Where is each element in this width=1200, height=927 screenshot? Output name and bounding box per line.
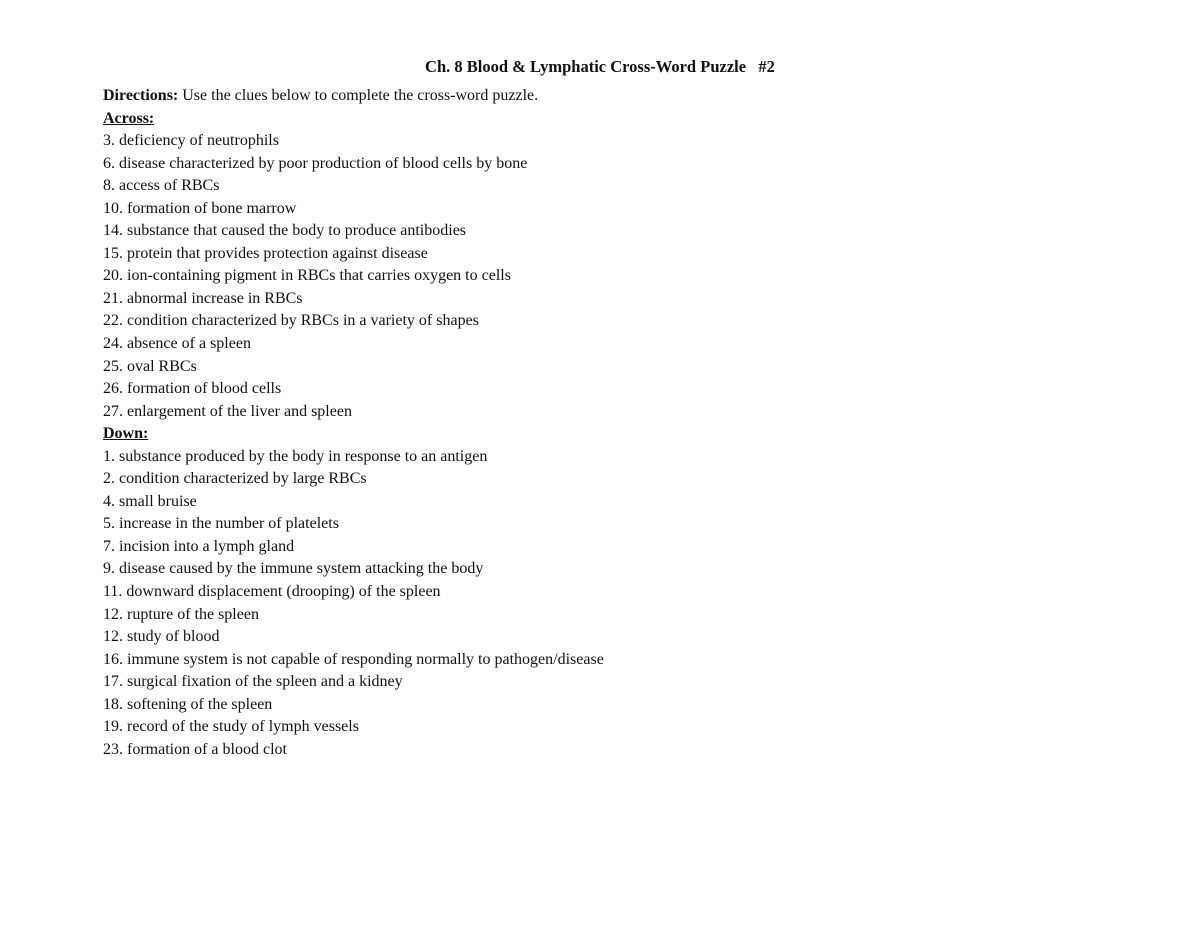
clue-body: [103, 85, 604, 761]
across-clue: 27. enlargement of the liver and spleen: [103, 402, 352, 420]
down-clue: 11. downward displacement (drooping) of the spleen: [103, 583, 441, 601]
across-clue: 8. access of RBCs: [103, 177, 220, 195]
across-clue: 14. substance that caused the body to produce antibodies: [103, 222, 467, 240]
across-clue-list: [103, 130, 604, 423]
down-clue: 16. immune system is not capable of responding normally to pathogen/disease: [103, 650, 604, 668]
down-header: Down:: [103, 425, 149, 443]
down-clue: 7. incision into a lymph gland: [103, 537, 295, 555]
down-clue: 23. formation of a blood clot: [103, 740, 287, 758]
across-clue: 26. formation of blood cells: [103, 380, 282, 398]
down-clue: 19. record of the study of lymph vessels: [103, 718, 359, 736]
across-clue: 10. formation of bone marrow: [103, 199, 297, 217]
down-clue-list: [103, 446, 604, 762]
down-clue: 4. small bruise: [103, 492, 197, 510]
directions: [103, 85, 604, 108]
down-clue: 5. increase in the number of platelets: [103, 515, 339, 533]
across-clue: 3. deficiency of neutrophils: [103, 132, 279, 150]
across-clue: 21. abnormal increase in RBCs: [103, 289, 303, 307]
down-clue: 9. disease caused by the immune system attacking the body: [103, 560, 484, 578]
across-header: Across:: [103, 109, 155, 127]
across-clue: 20. ion-containing pigment in RBCs that carries oxygen to cells: [103, 267, 511, 285]
across-clue: 24. absence of a spleen: [103, 335, 251, 353]
across-clue: 22. condition characterized by RBCs in a variety of shapes: [103, 312, 479, 330]
down-clue: 1. substance produced by the body in response to an antigen: [103, 447, 488, 465]
directions-label: Directions:: [103, 87, 179, 104]
page-title: Ch. 8 Blood & Lymphatic Cross-Word Puzzle #2: [425, 57, 775, 76]
down-clue: 12. study of blood: [103, 628, 220, 646]
down-clue: 12. rupture of the spleen: [103, 605, 259, 623]
down-clue: 17. surgical fixation of the spleen and a kidney: [103, 673, 403, 691]
down-clue: 18. softening of the spleen: [103, 695, 273, 713]
directions-text: Use the clues below to complete the cross-word puzzle.: [178, 87, 539, 104]
down-clue: 2. condition characterized by large RBCs: [103, 470, 367, 488]
across-clue: 25. oval RBCs: [103, 357, 197, 375]
across-clue: 15. protein that provides protection against disease: [103, 244, 428, 262]
across-clue: 6. disease characterized by poor production of blood cells by bone: [103, 154, 528, 172]
